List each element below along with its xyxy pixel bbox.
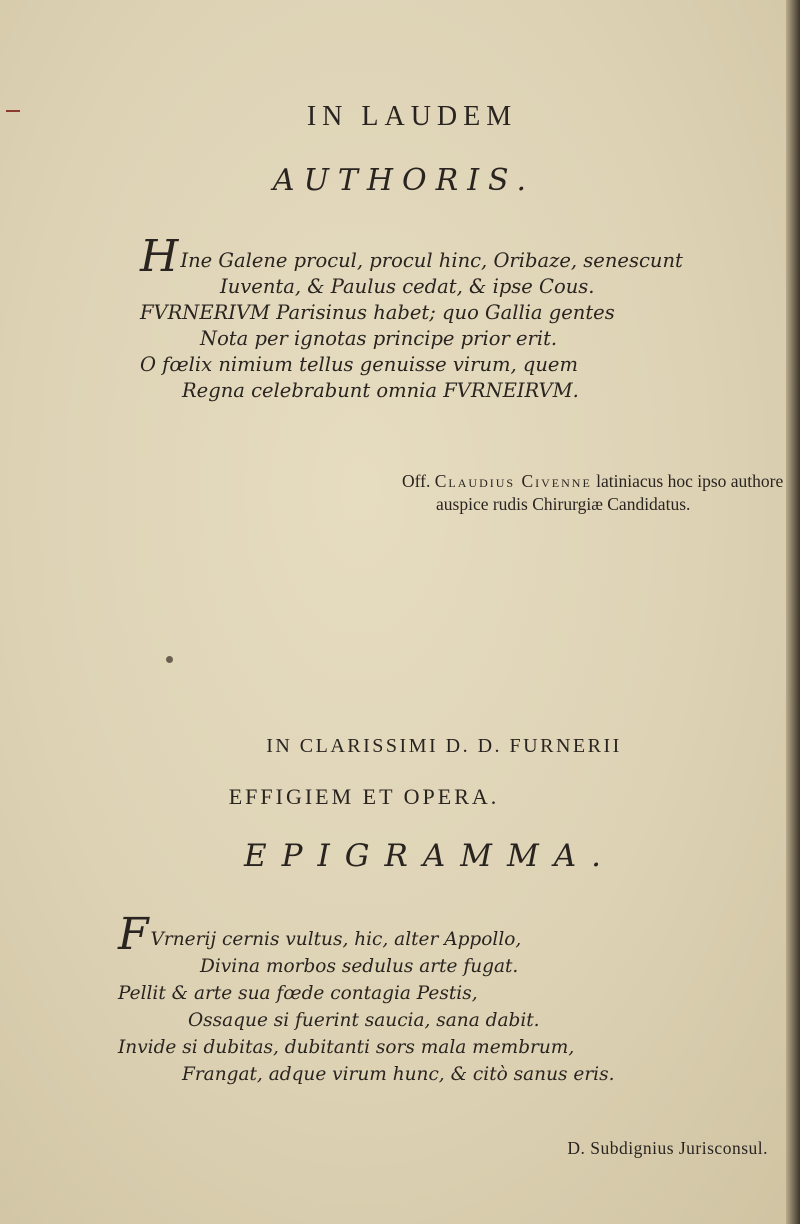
poem-line: FVRNERIVM Parisinus habet; quo Gallia gentes	[140, 301, 615, 324]
section2-heading: IN CLARISSIMI D. D. FURNERII	[266, 735, 622, 757]
poem-line: Invide si dubitas, dubitanti sors mala membrum,	[118, 1037, 575, 1058]
poem-line: Ossaque si fuerint saucia, sana dabit.	[188, 1010, 540, 1031]
section1-subheading: AUTHORIS.	[272, 163, 536, 198]
drop-cap: F	[118, 909, 149, 960]
section2-subheading: EFFIGIEM ET OPERA.	[228, 784, 500, 809]
signature-prefix: Off.	[402, 471, 431, 491]
section1-poem	[140, 231, 760, 404]
section1-heading: IN LAUDEM	[306, 101, 518, 132]
signature-name: Claudius Civenne	[434, 471, 592, 491]
poem-line: Nota per ignotas principe prior erit.	[200, 327, 558, 350]
poem-line	[118, 909, 758, 960]
section2-signature: D. Subdignius Jurisconsul.	[567, 1138, 768, 1158]
section2-poem	[118, 909, 758, 1088]
poem-line: Pellit & arte sua fœde contagia Pestis,	[118, 983, 478, 1004]
section2-title: EPIGRAMMA.	[244, 838, 616, 874]
poem-line	[140, 231, 760, 282]
poem-line-text: Vrnerij cernis vultus, hic, alter Appollo,	[150, 929, 522, 950]
poem-line: Frangat, adque virum hunc, & citò sanus eris.	[182, 1064, 615, 1085]
poem-line: O fœlix nimium tellus genuisse virum, quem	[140, 353, 578, 376]
drop-cap: H	[140, 231, 179, 282]
section1-signature	[402, 470, 796, 516]
poem-line: Regna celebrabunt omnia FVRNEIRVM.	[182, 379, 579, 402]
poem-line-text: Ine Galene procul, procul hinc, Oribaze, senescunt	[180, 249, 683, 272]
signature-text: latiniacus hoc ipso authore auspice rudis Chirurgiæ Candidatus.	[436, 471, 784, 514]
poem-line: Iuventa, & Paulus cedat, & ipse Cous.	[220, 275, 595, 298]
poem-line: Divina morbos sedulus arte fugat.	[200, 956, 519, 977]
ink-spot	[166, 656, 173, 663]
